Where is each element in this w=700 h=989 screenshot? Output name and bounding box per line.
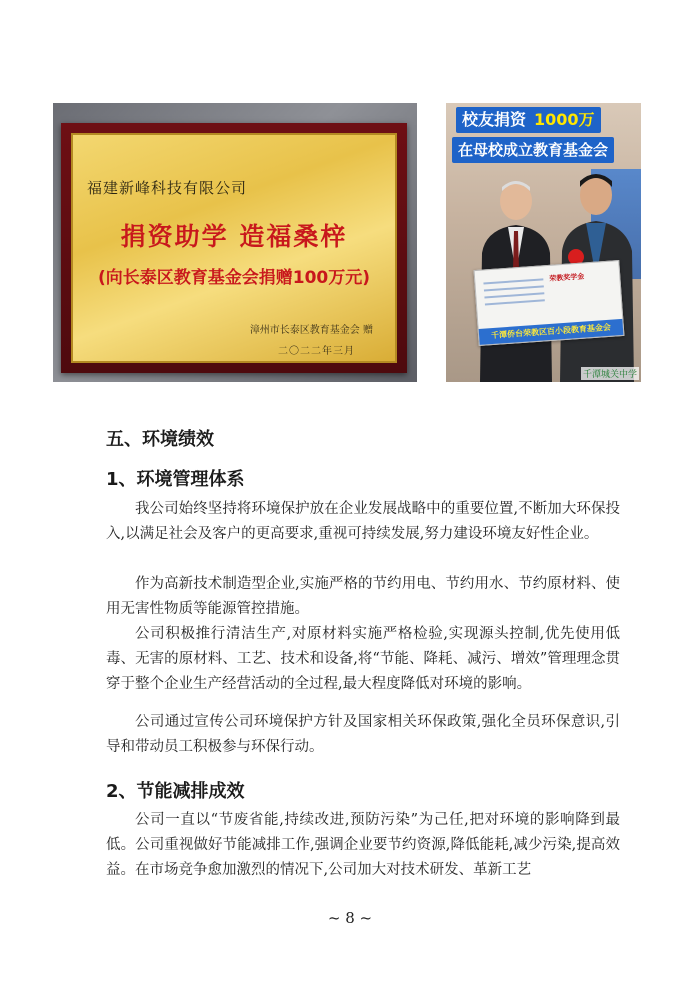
paragraph: 公司通过宣传公司环境保护方针及国家相关环保政策,强化全员环保意识,引导和带动员工积极参与环保行动。: [106, 714, 620, 755]
paragraph: 公司一直以“节废省能,持续改进,预防污染”为己任,把对环境的影响降到最低。公司重视做好节能减排工作,强调企业要节约资源,降低能耗,减少污染,提高效益。在市场竞争愈加激烈的情况下,公司加大对技术研发、革新工艺: [106, 812, 620, 878]
paragraph: 公司积极推行清洁生产,对原材料实施严格检验,实现源头控制,优先使用低毒、无害的原材料、工艺、技术和设备,将“节能、降耗、减污、增效”管理理念贯穿于整个企业生产经营活动的全过程,最大程度降低对环境的影响。: [106, 626, 620, 692]
check-bottom-banner: 千潭侨台荣教区百小段教育基金会: [479, 319, 624, 345]
subsection-title-2: 2、节能减排成效: [106, 781, 245, 802]
banner-line1: 校友捐资: [462, 110, 527, 129]
paragraph: 我公司始终坚持将环境保护放在企业发展战略中的重要位置,不断加大环保投入,以满足社会及客户的更高要求,重视可持续发展,努力建设环境友好性企业。: [106, 501, 620, 542]
plaque-presenter: 漳州市长泰区教育基金会 赠: [249, 325, 373, 336]
ceremony-photo: [446, 103, 641, 382]
school-watermark: 千潭城关中学: [581, 367, 639, 380]
subsection-title-1: 1、环境管理体系: [106, 469, 245, 490]
banner-amount: 1000万: [534, 110, 595, 129]
plaque-photo: [53, 103, 417, 382]
donation-check: [474, 260, 625, 346]
paragraph: 作为高新技术制造型企业,实施严格的节约用电、节约用水、节约原材料、使用无害性物质等能源管控措施。: [106, 576, 620, 617]
section-title: 五、环境绩效: [106, 429, 214, 450]
ceremony-banner-top: [456, 107, 601, 133]
plaque-company: 福建新峰科技有限公司: [87, 179, 248, 197]
ceremony-banner-bottom: 在母校成立教育基金会: [452, 137, 614, 163]
plaque-frame: [61, 123, 407, 373]
page-number: ~ 8 ~: [327, 909, 373, 927]
plaque-date: 二〇二二年三月: [278, 346, 355, 357]
plaque-slogan: 捐资助学 造福桑梓: [120, 222, 348, 251]
plaque-gold-panel: [71, 133, 397, 363]
check-title: 荣教奖学金: [549, 272, 585, 283]
plaque-donation: (向长泰区教育基金会捐赠100万元): [97, 268, 371, 288]
check-lines: [483, 278, 545, 310]
